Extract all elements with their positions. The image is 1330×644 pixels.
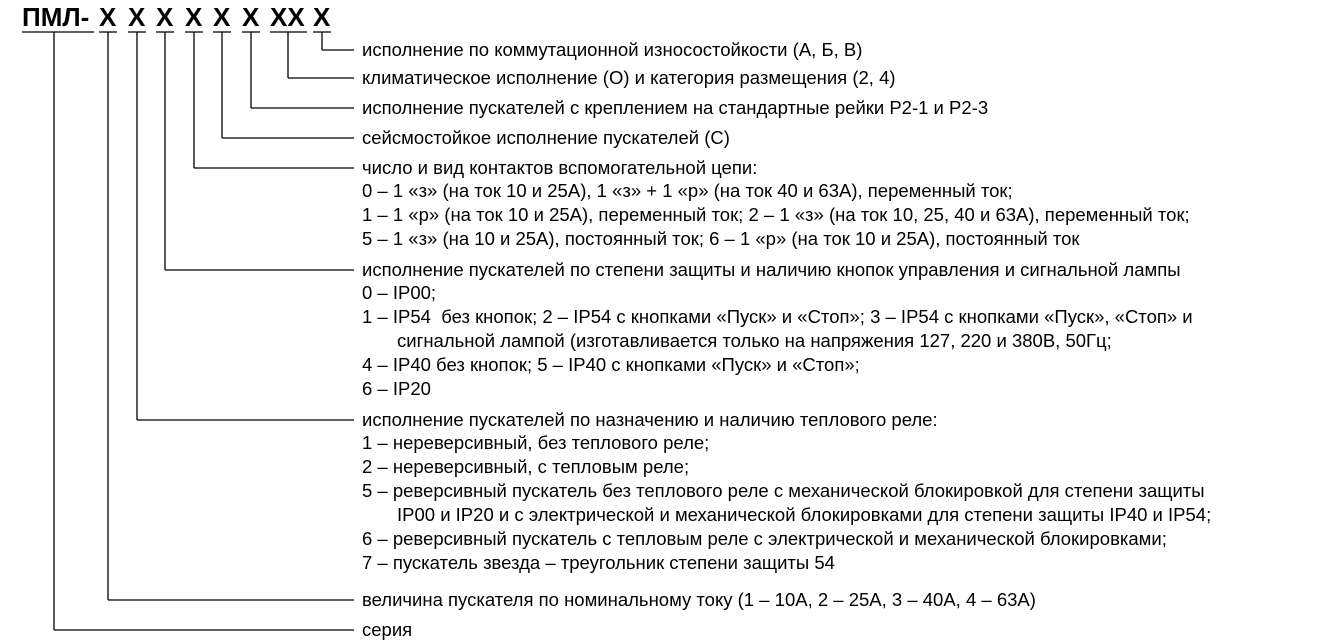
legend-item-purpose-line: 5 – реверсивный пускатель без теплового реле с механической блокировкой для степени защиты — [362, 480, 1205, 501]
legend-item-climatic: климатическое исполнение (О) и категория размещения (2, 4) — [362, 67, 896, 88]
legend-item-rail-mount: исполнение пускателей с креплением на стандартные рейки Р2-1 и Р2-3 — [362, 97, 989, 118]
legend-item-purpose-line: 2 – нереверсивный, с тепловым реле; — [362, 456, 690, 477]
legend-item-seismic: сейсмостойкое исполнение пускателей (С) — [362, 127, 730, 148]
legend-item-protection-line: 1 – IP54 без кнопок; 2 – IP54 с кнопками «Пуск» и «Стоп»; 3 – IP54 с кнопками «Пуск», «Стоп» и — [362, 306, 1193, 327]
legend-item-protection-line: 4 – IP40 без кнопок; 5 – IP40 с кнопками «Пуск» и «Стоп»; — [362, 354, 860, 375]
code-position-8: Х — [313, 2, 331, 32]
code-position-4: Х — [185, 2, 203, 32]
legend-item-aux-contacts-line: 0 – 1 «з» (на ток 10 и 25А), 1 «з» + 1 «р» (на ток 40 и 63А), переменный ток; — [362, 180, 1013, 201]
code-position-6: Х — [242, 2, 260, 32]
code-prefix: ПМЛ- — [22, 2, 90, 32]
code-position-2: Х — [128, 2, 146, 32]
legend-item-series: серия — [362, 619, 413, 640]
legend-item-aux-contacts: число и вид контактов вспомогательной цепи: — [362, 157, 758, 178]
legend-item-protection-line: 6 – IP20 — [362, 378, 431, 399]
legend-item-protection: исполнение пускателей по степени защиты и наличию кнопок управления и сигнальной лампы — [362, 259, 1181, 280]
code-position-5: Х — [213, 2, 231, 32]
legend-item-purpose-line: 1 – нереверсивный, без теплового реле; — [362, 432, 710, 453]
legend-item-aux-contacts-line: 5 – 1 «з» (на 10 и 25А), постоянный ток; 6 – 1 «р» (на ток 10 и 25А), постоянный ток — [362, 228, 1080, 249]
legend-item-size: величина пускателя по номинальному току (1 – 10А, 2 – 25А, 3 – 40А, 4 – 63А) — [362, 589, 1036, 610]
legend-item-protection-line: 0 – IP00; — [362, 282, 437, 303]
code-position-7: ХХ — [270, 2, 305, 32]
legend-item-purpose-line: 7 – пускатель звезда – треугольник степени защиты 54 — [362, 552, 835, 573]
legend-item-purpose: исполнение пускателей по назначению и наличию теплового реле: — [362, 409, 938, 430]
code-position-3: Х — [156, 2, 174, 32]
legend-item-wear-resistance: исполнение по коммутационной износостойкости (А, Б, В) — [362, 39, 863, 60]
legend-item-protection-line: сигнальной лампой (изготавливается только на напряжения 127, 220 и 380В, 50Гц; — [397, 330, 1112, 351]
code-position-1: Х — [99, 2, 117, 32]
legend-item-aux-contacts-line: 1 – 1 «р» (на ток 10 и 25А), переменный ток; 2 – 1 «з» (на ток 10, 25, 40 и 63А), переменный ток; — [362, 204, 1190, 225]
legend-item-purpose-line: 6 – реверсивный пускатель с тепловым реле с электрической и механической блокировками; — [362, 528, 1167, 549]
legend-item-purpose-line: IP00 и IP20 и с электрической и механической блокировками для степени защиты IP40 и IP54; — [397, 504, 1212, 525]
